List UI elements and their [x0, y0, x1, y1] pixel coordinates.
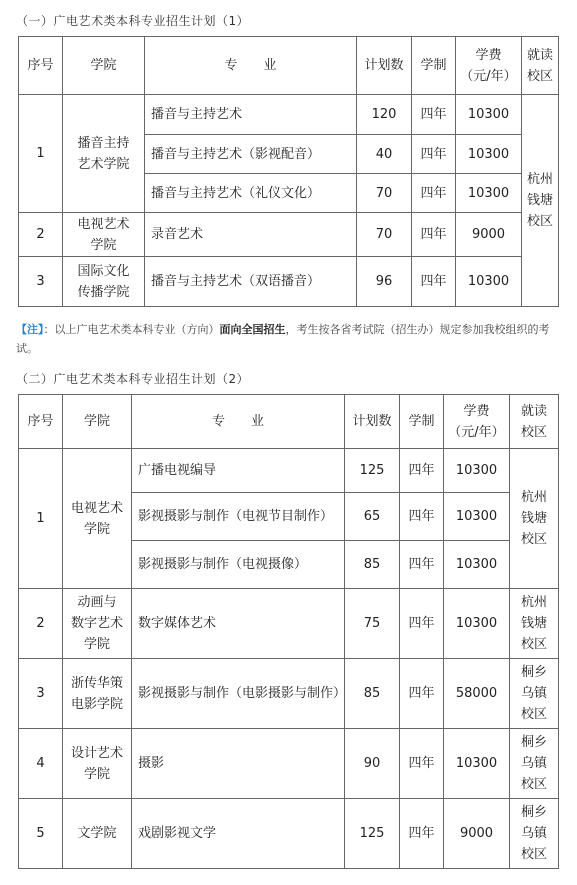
school-name: 设计艺术 学院 — [63, 729, 132, 799]
tuition-fee: 10300 — [456, 95, 522, 135]
note-text-2: ，考生按各省考试院（招生办）规定参加我校组织的考试。 — [16, 323, 550, 355]
plan-count: 85 — [345, 541, 400, 589]
plan-count: 125 — [345, 799, 400, 869]
duration: 四年 — [412, 174, 456, 213]
major-name: 数字媒体艺术 — [132, 589, 345, 659]
major-name: 摄影 — [132, 729, 345, 799]
table-row — [19, 659, 559, 729]
plan-count: 120 — [357, 95, 412, 135]
campus: 桐乡 乌镇 校区 — [510, 729, 559, 799]
row-no: 2 — [19, 213, 63, 257]
major-name: 广播电视编导 — [132, 449, 345, 493]
table1-title: （一）广电艺术类本科专业招生计划（1） — [16, 14, 250, 28]
header-major: 专 业 — [132, 395, 345, 449]
header-no: 序号 — [19, 395, 63, 449]
plan-count: 40 — [357, 135, 412, 174]
plan-count: 70 — [357, 174, 412, 213]
campus: 桐乡 乌镇 校区 — [510, 659, 559, 729]
tuition-fee: 9000 — [444, 799, 510, 869]
school-name: 国际文化 传播学院 — [63, 257, 145, 307]
table-row — [19, 95, 559, 135]
campus: 桐乡 乌镇 校区 — [510, 799, 559, 869]
row-no: 4 — [19, 729, 63, 799]
row-no: 2 — [19, 589, 63, 659]
row-no: 3 — [19, 257, 63, 307]
major-name: 播音与主持艺术 — [145, 95, 357, 135]
header-school: 学院 — [63, 395, 132, 449]
table-row — [19, 589, 559, 659]
major-name: 播音与主持艺术（影视配音） — [145, 135, 357, 174]
duration: 四年 — [412, 257, 456, 307]
table-row — [19, 257, 559, 307]
row-no: 3 — [19, 659, 63, 729]
header-campus: 就读 校区 — [510, 395, 559, 449]
school-name: 动画与 数字艺术 学院 — [63, 589, 132, 659]
duration: 四年 — [412, 95, 456, 135]
duration: 四年 — [400, 449, 444, 493]
major-name: 录音艺术 — [145, 213, 357, 257]
duration: 四年 — [412, 135, 456, 174]
header-major: 专 业 — [145, 37, 357, 95]
duration: 四年 — [412, 213, 456, 257]
plan-count: 85 — [345, 659, 400, 729]
major-name: 播音与主持艺术（礼仪文化） — [145, 174, 357, 213]
row-no: 1 — [19, 449, 63, 589]
campus: 杭州 钱塘 校区 — [510, 589, 559, 659]
header-duration: 学制 — [400, 395, 444, 449]
major-name: 戏剧影视文学 — [132, 799, 345, 869]
table-row — [19, 729, 559, 799]
note-bold-text: 面向全国招生 — [219, 323, 286, 336]
tuition-fee: 10300 — [456, 257, 522, 307]
school-name: 播音主持 艺术学院 — [63, 95, 145, 213]
table2-title: （二）广电艺术类本科专业招生计划（2） — [16, 372, 250, 386]
campus: 杭州 钱塘 校区 — [522, 95, 559, 307]
school-name: 文学院 — [63, 799, 132, 869]
school-name: 电视艺术 学院 — [63, 213, 145, 257]
table-row — [19, 799, 559, 869]
tuition-fee: 10300 — [444, 541, 510, 589]
tuition-fee: 9000 — [456, 213, 522, 257]
duration: 四年 — [400, 659, 444, 729]
plan-count: 125 — [345, 449, 400, 493]
enrollment-table-1 — [18, 36, 559, 307]
header-plan: 计划数 — [357, 37, 412, 95]
table-row — [19, 213, 559, 257]
plan-count: 96 — [357, 257, 412, 307]
header-duration: 学制 — [412, 37, 456, 95]
tuition-fee: 10300 — [444, 449, 510, 493]
table-row — [19, 449, 559, 493]
plan-count: 75 — [345, 589, 400, 659]
plan-count: 70 — [357, 213, 412, 257]
major-name: 影视摄影与制作（电视摄像） — [132, 541, 345, 589]
tuition-fee: 10300 — [444, 589, 510, 659]
table-header-row — [19, 37, 559, 95]
header-plan: 计划数 — [345, 395, 400, 449]
duration: 四年 — [400, 493, 444, 541]
header-campus: 就读 校区 — [522, 37, 559, 95]
row-no: 1 — [19, 95, 63, 213]
campus: 杭州 钱塘 校区 — [510, 449, 559, 589]
table-header-row — [19, 395, 559, 449]
major-name: 影视摄影与制作（电影摄影与制作） — [132, 659, 345, 729]
note-label: 【注】 — [16, 323, 44, 336]
header-no: 序号 — [19, 37, 63, 95]
duration: 四年 — [400, 541, 444, 589]
note-paragraph — [16, 320, 561, 358]
tuition-fee: 10300 — [444, 493, 510, 541]
duration: 四年 — [400, 589, 444, 659]
header-fee: 学费 （元/年） — [456, 37, 522, 95]
tuition-fee: 10300 — [444, 729, 510, 799]
plan-count: 65 — [345, 493, 400, 541]
plan-count: 90 — [345, 729, 400, 799]
tuition-fee: 10300 — [456, 174, 522, 213]
header-school: 学院 — [63, 37, 145, 95]
duration: 四年 — [400, 729, 444, 799]
tuition-fee: 58000 — [444, 659, 510, 729]
note-text-1: ：以上广电艺术类本科专业（方向） — [43, 323, 220, 336]
duration: 四年 — [400, 799, 444, 869]
tuition-fee: 10300 — [456, 135, 522, 174]
header-fee: 学费 （元/年） — [444, 395, 510, 449]
major-name: 影视摄影与制作（电视节目制作） — [132, 493, 345, 541]
school-name: 电视艺术 学院 — [63, 449, 132, 589]
major-name: 播音与主持艺术（双语播音） — [145, 257, 357, 307]
enrollment-table-2 — [18, 394, 559, 869]
row-no: 5 — [19, 799, 63, 869]
school-name: 浙传华策 电影学院 — [63, 659, 132, 729]
